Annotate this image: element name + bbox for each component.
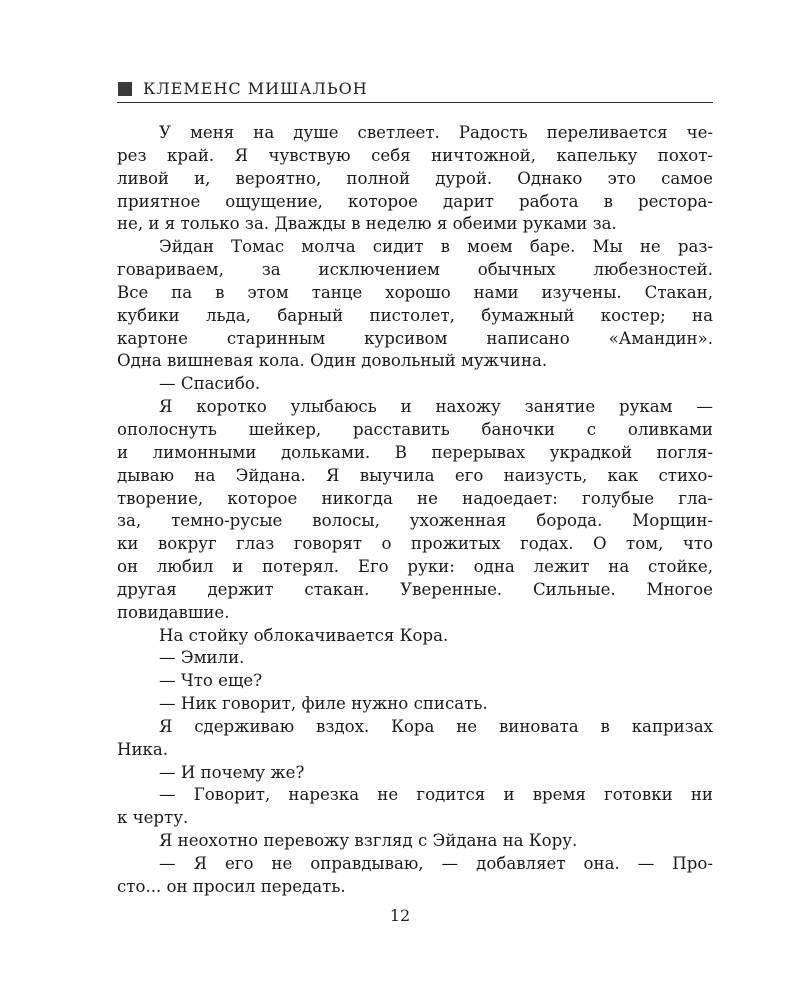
text-line: Все па в этом танце хорошо нами изучены. Стакан, xyxy=(117,282,713,302)
text-line: рез край. Я чувствую себя ничтожной, капельку похот- xyxy=(117,145,713,165)
text-line: — Эмили. xyxy=(159,648,245,668)
text-line: — Ник говорит, филе нужно списать. xyxy=(159,694,488,714)
text-line: — Спасибо. xyxy=(159,374,261,394)
text-line: картоне старинным курсивом написано «Амандин». xyxy=(117,328,713,348)
text-line: к черту. xyxy=(117,808,189,828)
text-line: ополоснуть шейкер, расставить баночки с оливками xyxy=(117,419,713,439)
header-author-name: КЛЕМЕНС МИШАЛЬОН xyxy=(143,79,368,98)
text-line: ки вокруг глаз говорят о прожитых годах. О том, что xyxy=(117,534,713,554)
text-line: Я неохотно перевожу взгляд с Эйдана на Кору. xyxy=(159,831,578,851)
text-line: сто... он просил передать. xyxy=(117,876,346,896)
text-line: Одна вишневая кола. Один довольный мужчина. xyxy=(117,351,548,371)
text-line: и лимонными дольками. В перерывах украдкой погля- xyxy=(117,442,713,462)
running-header xyxy=(117,78,713,103)
text-line: — Говорит, нарезка не годится и время готовки ни xyxy=(159,785,713,805)
text-line: — Я его не оправдываю, — добавляет она. — Про- xyxy=(159,854,713,873)
text-line: — Что еще? xyxy=(159,671,263,691)
text-line: дываю на Эйдана. Я выучила его наизусть, как стихо- xyxy=(117,465,713,485)
text-line: творение, которое никогда не надоедает: голубые гла- xyxy=(117,488,713,508)
body-text xyxy=(117,122,713,899)
text-line: другая держит стакан. Уверенные. Сильные. Многое xyxy=(117,579,713,599)
text-line: повидавшие. xyxy=(117,602,230,622)
header-square-icon xyxy=(118,82,132,96)
text-line: приятное ощущение, которое дарит работа в рестора- xyxy=(117,191,713,211)
text-line: он любил и потерял. Его руки: одна лежит на стойке, xyxy=(117,557,713,577)
text-line: На стойку облокачивается Кора. xyxy=(159,625,449,645)
text-line: — И почему же? xyxy=(159,762,305,782)
text-line: У меня на душе светлеет. Радость переливается че- xyxy=(159,123,713,142)
text-line: Ника. xyxy=(117,739,169,759)
page-number: 12 xyxy=(389,906,411,925)
text-line: говариваем, за исключением обычных любезностей. xyxy=(117,260,713,280)
text-line: Эйдан Томас молча сидит в моем баре. Мы не раз- xyxy=(159,237,713,257)
text-line: Я коротко улыбаюсь и нахожу занятие рукам — xyxy=(159,397,713,417)
text-line: не, и я только за. Дважды в неделю я обеими руками за. xyxy=(117,214,617,234)
text-line: за, темно-русые волосы, ухоженная борода. Морщин- xyxy=(117,511,713,531)
text-line: кубики льда, барный пистолет, бумажный костер; на xyxy=(117,305,713,325)
text-line: ливой и, вероятно, полной дурой. Однако это самое xyxy=(117,168,713,188)
text-line: Я сдерживаю вздох. Кора не виновата в капризах xyxy=(159,716,713,736)
